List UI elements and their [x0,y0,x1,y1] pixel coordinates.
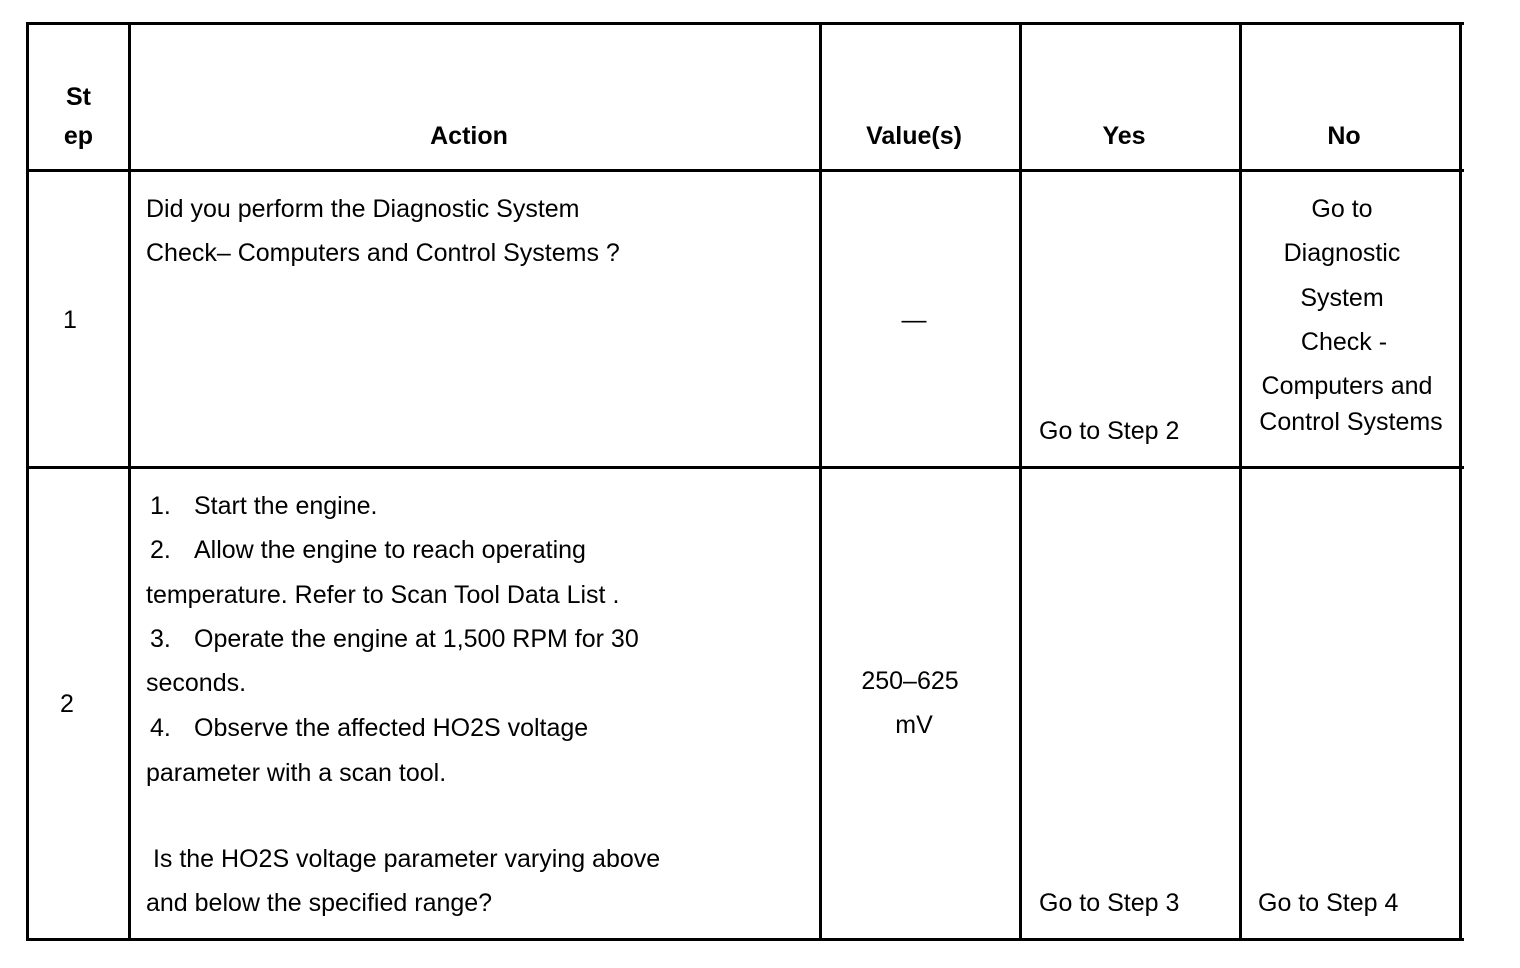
list-text: Operate the engine at 1,500 RPM for 30 [194,625,639,653]
list-number: 3. [150,625,171,653]
list-text: Observe the affected HO2S voltage [194,714,589,742]
column-divider-yes-no [1239,22,1242,941]
row2-value-line: 250–625 [861,667,959,695]
row2-question-line: and below the specified range? [146,889,493,917]
row2-action-item [146,484,377,529]
row2-no: Go to Step 4 [1258,889,1399,917]
header-no: No [1327,122,1361,150]
row1-value: — [901,306,927,334]
row1-no-line: Go to [1311,195,1373,223]
row1-action-line: Check– Computers and Control Systems ? [146,239,620,267]
row2-yes: Go to Step 3 [1039,889,1180,917]
row1-no-line: Check - [1300,328,1388,356]
row1-step: 1 [63,306,77,334]
list-text: Allow the engine to reach operating [194,536,586,564]
row2-action-item [146,528,586,573]
row2-question-line: Is the HO2S voltage parameter varying above [146,845,661,873]
header-action: Action [430,122,508,150]
row2-action-item [146,617,639,662]
list-number: 2. [150,536,171,564]
row1-no-line: Diagnostic [1283,239,1401,267]
row1-action-line: Did you perform the Diagnostic System [146,195,580,223]
header-step-line2: ep [63,122,94,150]
header-divider [26,169,1464,172]
table-border-top [26,22,1464,25]
row2-action-continuation: seconds. [146,669,247,697]
table-border-left [26,22,29,941]
row2-action-continuation: temperature. Refer to Scan Tool Data List . [146,581,620,609]
column-divider-value-yes [1019,22,1022,941]
row2-action-item [146,706,588,751]
row2-action-continuation: parameter with a scan tool. [146,759,447,787]
row1-no-line: System [1300,284,1384,312]
row1-yes: Go to Step 2 [1039,417,1180,445]
column-divider-action-value [819,22,822,941]
list-number: 1. [150,492,171,520]
row2-value-line: mV [895,711,933,739]
table-border-right [1459,22,1462,941]
list-number: 4. [150,714,171,742]
header-yes: Yes [1102,122,1146,150]
header-step-line1: St [66,83,91,111]
table-border-bottom [26,938,1464,941]
list-text: Start the engine. [194,492,378,520]
row1-no-line: Computers and [1261,372,1433,400]
header-values: Value(s) [866,122,962,150]
row2-step: 2 [60,690,74,718]
column-divider-step-action [128,22,131,941]
row1-no-line: Control Systems [1259,408,1443,436]
row-divider [26,466,1464,469]
